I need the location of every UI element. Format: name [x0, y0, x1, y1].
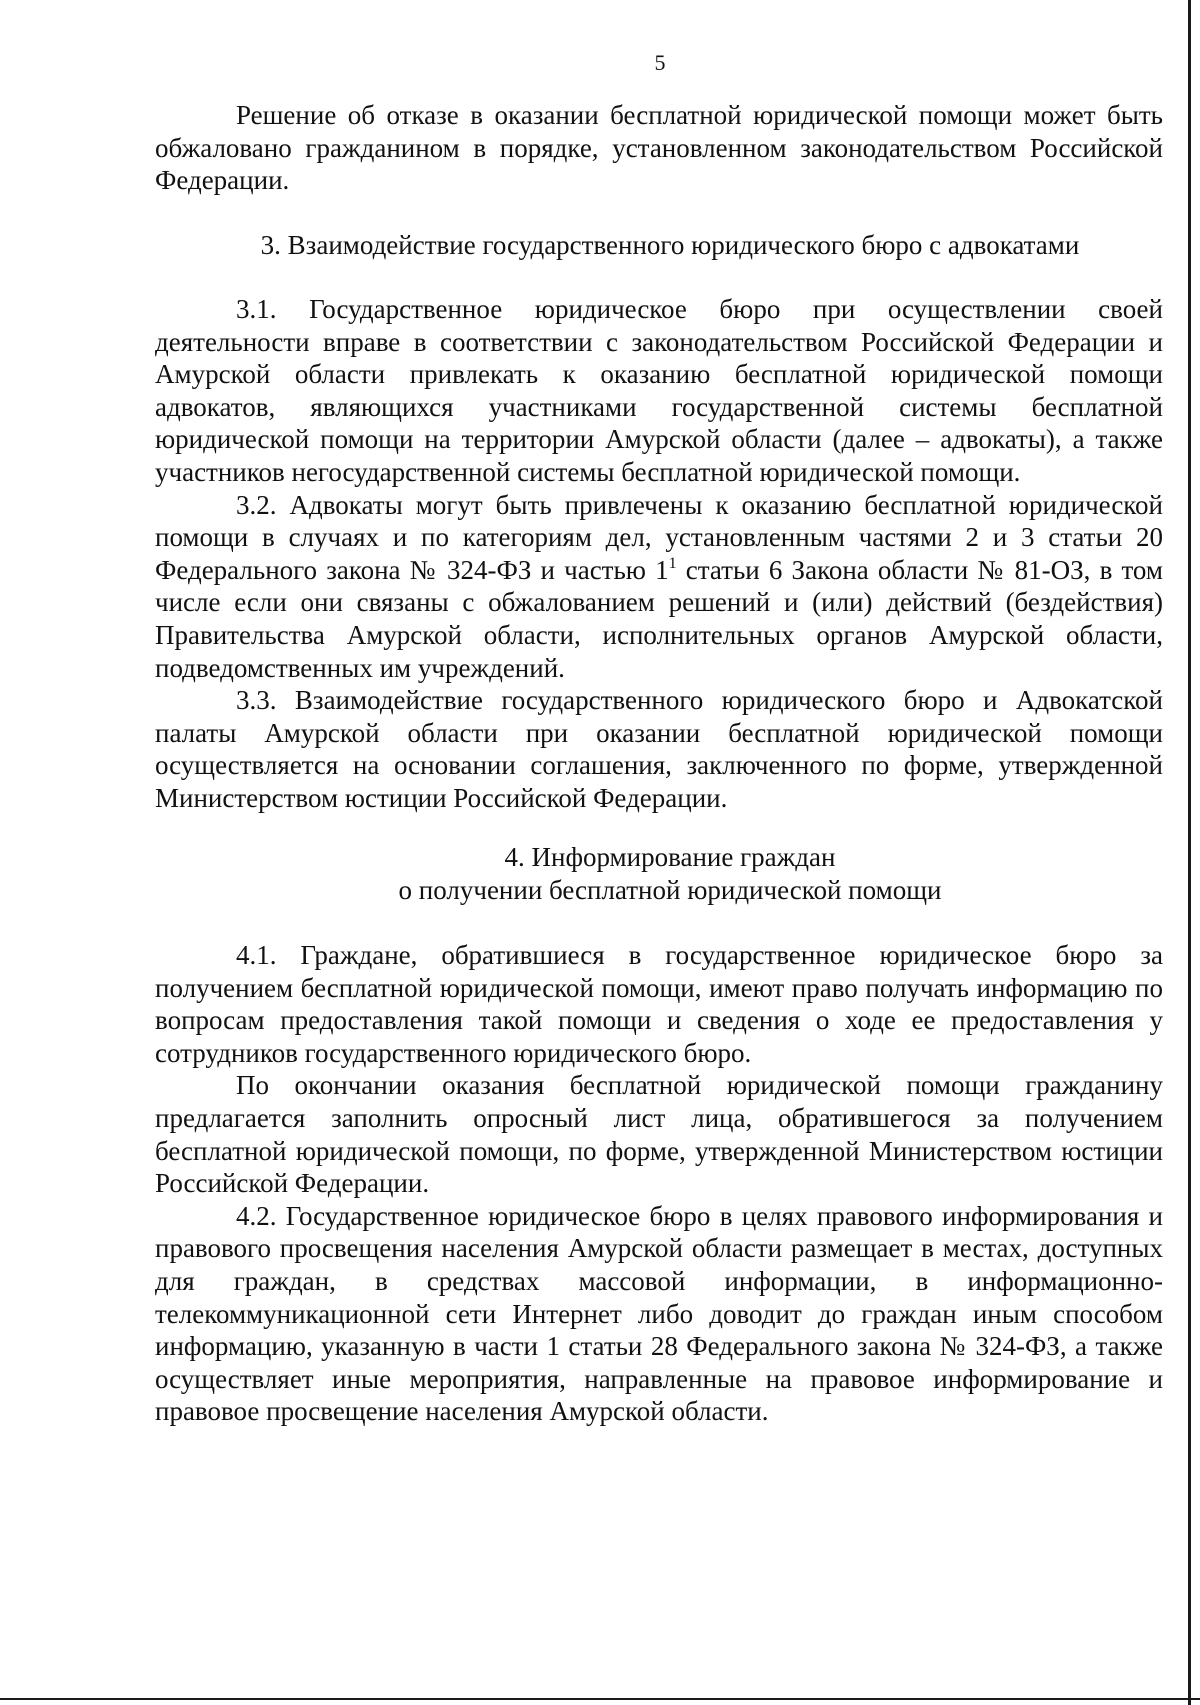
paragraph-3-2-text-end: статьи 6 Закона области № 81-ОЗ, в том числе если они связаны с обжалованием решений и (или) действий (бездействия) Правительства Амурской области, исполнительных органов Амурской области, подведомственных им учреждений. [155, 554, 1163, 683]
paragraph-4-1-survey: По окончании оказания бесплатной юридической помощи гражданину предлагается заполнить опросный лист лица, обратившегося за получением бесплатной юридической помощи, по форме, утвержденной Министерством юстиции Российской Федерации. [155, 1070, 1163, 1199]
section-4-body [155, 939, 1163, 1428]
section-3-heading: 3. Взаимодействие государственного юридического бюро с адвокатами [260, 230, 1080, 260]
paragraph-3-3: 3.3. Взаимодействие государственного юридического бюро и Адвокатской палаты Амурской области при оказании бесплатной юридической помощи осуществляется на основании соглашения, заключенного по форме, утвержденной Министерством юстиции Российской Федерации. [155, 685, 1163, 813]
paragraph-3-2 [155, 489, 1163, 685]
paragraph-4-1: 4.1. Граждане, обратившиеся в государственное юридическое бюро за получением бесплатной юридической помощи, имеют право получать информацию по вопросам предоставления такой помощи и сведения о ходе ее предоставления у сотрудников государственного юридического бюро. [155, 940, 1163, 1068]
section-4-heading-line-2: о получении бесплатной юридической помощи [398, 874, 942, 905]
refusal-paragraph-block [155, 99, 1163, 197]
paragraph-3-2-superscript: 1 [668, 554, 677, 572]
page-number: 5 [654, 50, 666, 75]
section-4-heading-block [155, 841, 1163, 906]
section-3-heading-block [155, 229, 1163, 262]
paragraph-3-2-text-start: 3.2. Адвокаты могут быть привлечены к оказанию бесплатной юридической помощи в случаях и по категориям дел, установленным частями 2 и 3 статьи 20 Федерального закона № 324-ФЗ и частью 1 [155, 489, 1163, 585]
paragraph-4-2: 4.2. Государственное юридическое бюро в целях правового информирования и правового просвещения населения Амурской области размещает в местах, доступных для граждан, в средствах массовой информации, в информационно-телекоммуникационной сети Интернет либо доводит до граждан иным способом информацию, указанную в части 1 статьи 28 Федерального закона № 324-ФЗ, а также осуществляет иные мероприятия, направленные на правовое информирование и правовое просвещение населения Амурской области. [155, 1200, 1163, 1427]
paragraph-refusal-appeal: Решение об отказе в оказании бесплатной юридической помощи может быть обжаловано гражданином в порядке, установленном законодательством Российской Федерации. [155, 100, 1163, 196]
section-4-heading-line-1: 4. Информирование граждан [504, 842, 836, 872]
section-3-body [155, 293, 1163, 815]
scan-edge-right [1188, 0, 1191, 1705]
scan-edge-bottom [0, 1698, 1200, 1700]
paragraph-3-1: 3.1. Государственное юридическое бюро при осуществлении своей деятельности вправе в соответствии с законодательством Российской Федерации и Амурской области привлекать к оказанию бесплатной юридической помощи адвокатов, являющихся участниками государственной системы бесплатной юридической помощи на территории Амурской области (далее – адвокаты), а также участников негосударственной системы бесплатной юридической помощи. [155, 294, 1163, 487]
